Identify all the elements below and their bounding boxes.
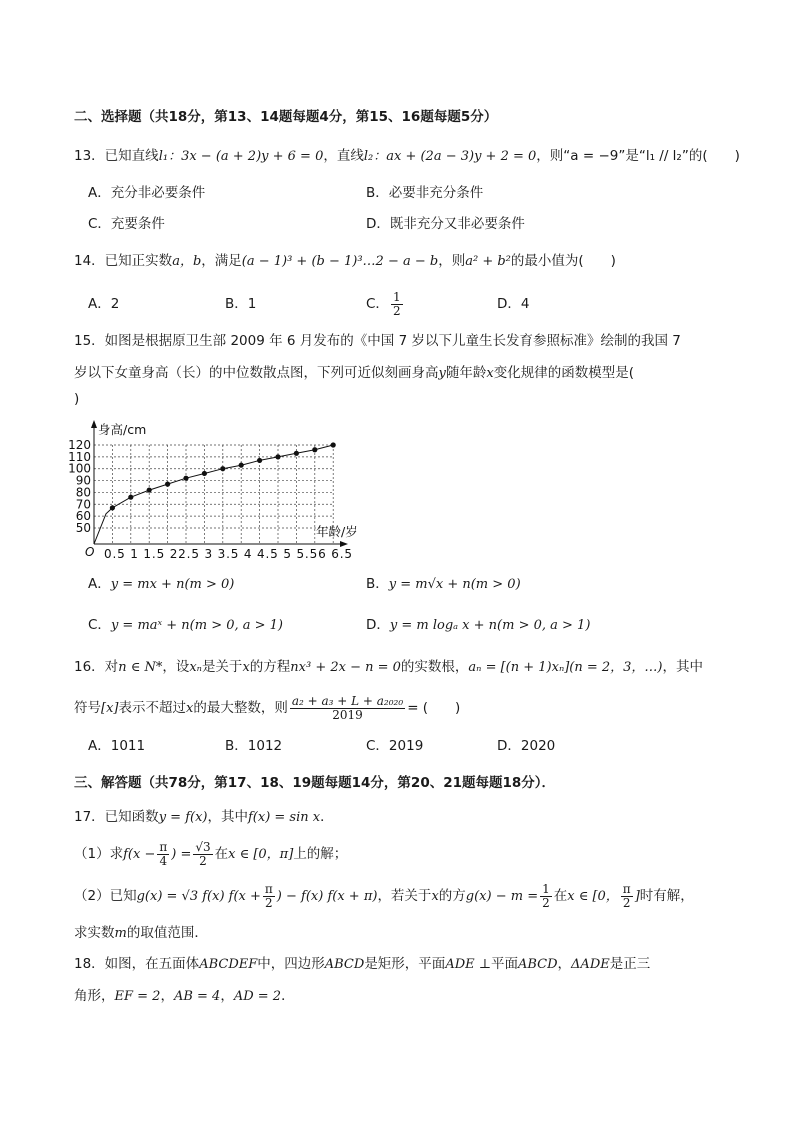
q13-stem-a: 13．已知直线 xyxy=(74,148,159,164)
q17-p2-pi2: π xyxy=(622,881,631,896)
q15-option-a xyxy=(88,575,234,594)
q13-option-d: D．既非充分又非必要条件 xyxy=(366,216,525,232)
q16-l1-e: 的实数根， xyxy=(400,659,469,675)
q16-l2-d: = ( ) xyxy=(407,700,461,716)
data-point xyxy=(239,463,244,468)
q18-ad: AD = 2 xyxy=(233,989,282,1004)
data-point xyxy=(165,482,170,487)
q13-mid: ，直线 xyxy=(323,148,364,164)
q15-line2 xyxy=(74,364,634,383)
q14-stem xyxy=(74,252,616,271)
y-tick-label: 50 xyxy=(75,521,91,535)
q17-p1-sqrt3-over-2 xyxy=(193,841,212,868)
q17-part1 xyxy=(74,836,347,873)
chart-grid xyxy=(94,445,333,544)
q16-bracket: [x] xyxy=(101,701,119,716)
q16-l1-c: 是关于 xyxy=(201,659,243,675)
data-point xyxy=(202,471,207,476)
q16-option-a: A．1011 xyxy=(88,738,146,754)
q16-xn: xₙ xyxy=(189,660,202,675)
q17-p2-2: 2 xyxy=(265,895,273,910)
q18-ef: EF = 2 xyxy=(114,989,161,1004)
q15-line2-b: 随年龄 xyxy=(445,365,487,381)
q16-l2-b: 表示不超过 xyxy=(118,700,186,716)
q15-line1: 15．如图是根据原卫生部 2009 年 6 月发布的《中国 7 岁以下儿童生长发育参照标准》绘制的我国 7 xyxy=(74,333,681,349)
q17-stem-c: ． xyxy=(320,809,334,825)
q17-stem-b: ，其中 xyxy=(207,809,248,825)
q17-stem xyxy=(74,808,334,827)
q18-abcd: ABCD xyxy=(324,957,365,972)
q14-frac-den: 2 xyxy=(392,303,401,318)
q14-stem-c: ，则 xyxy=(438,253,466,269)
q17-p2-pi: π xyxy=(264,881,273,896)
q16-frac-num: a₂ + a₃ + L + a₂₀₂₀ xyxy=(291,693,404,708)
q18-l1-a: 18．如图，在五面体 xyxy=(74,956,200,972)
q18-l2-a: 角形， xyxy=(74,988,115,1004)
q17-p2-g: g(x) = √3 f(x) f(x + xyxy=(136,889,261,904)
q15-line2-c: 变化规律的函数模型是( xyxy=(493,365,634,381)
q14-expression: a² + b² xyxy=(465,254,511,269)
q15-option-d-label: D． xyxy=(366,617,390,633)
y-tick-label: 80 xyxy=(75,485,91,500)
q15-option-d-math: y = m logₐ x + n(m > 0, a > 1) xyxy=(389,618,591,633)
q18-line1 xyxy=(74,955,650,974)
q17-p2-c: 的方 xyxy=(438,888,466,904)
data-point xyxy=(312,447,317,452)
q15-option-c-math: y = maˣ + n(m > 0, a > 1) xyxy=(110,618,284,633)
q16-l1-a: 16．对 xyxy=(74,659,119,675)
q13-l1: l₁ xyxy=(158,149,169,164)
q17-p2-half-den: 2 xyxy=(542,895,550,910)
q16-option-b: B．1012 xyxy=(225,738,283,754)
q17-part2-line2 xyxy=(74,924,208,943)
q16-l1-d: 的方程 xyxy=(249,659,291,675)
q17-p2-b: ，若关于 xyxy=(377,888,432,904)
q17-p1-pi-over-4 xyxy=(157,841,169,868)
q16-option-d: D．2020 xyxy=(497,738,556,754)
q16-l2-c: 的最大整数，则 xyxy=(193,700,288,716)
q17-p2-line2-a: 求实数 xyxy=(74,925,115,941)
q14-option-c-label: C． xyxy=(366,296,389,312)
q13-eq2: ：ax + (2a − 3)y + 2 = 0 xyxy=(373,149,537,164)
q14-stem-d: 的最小值为( ) xyxy=(510,253,616,269)
data-point xyxy=(220,466,225,471)
q15-option-a-label: A． xyxy=(88,576,111,592)
q13-option-b: B．必要非充分条件 xyxy=(366,185,484,201)
q16-x2: x xyxy=(185,701,194,716)
q17-p1-2: 2 xyxy=(199,853,207,868)
q18-abcd2: ABCD xyxy=(517,957,558,972)
q18-triangle: ΔADE xyxy=(571,957,610,972)
q14-option-d: D．4 xyxy=(497,296,530,312)
x-axis-title: 年龄/岁 xyxy=(316,524,358,539)
q18-l2-b: ， xyxy=(160,988,174,1004)
origin-segment xyxy=(94,508,112,544)
q18-poly: ABCDEF xyxy=(199,957,258,972)
data-point xyxy=(147,487,152,492)
q14-vars: a，b xyxy=(172,254,202,269)
data-point xyxy=(128,495,133,500)
q14-stem-b: ，满足 xyxy=(201,253,242,269)
q13-option-a: A．充分非必要条件 xyxy=(88,185,206,201)
q14-frac-num: 1 xyxy=(392,289,401,304)
y-axis-arrow xyxy=(91,420,97,428)
height-age-scatter-chart xyxy=(62,418,382,560)
q17-part2 xyxy=(74,878,694,915)
q17-fdef: f(x) = sin x xyxy=(247,810,321,825)
q18-l1-f: 是正三 xyxy=(609,956,651,972)
q17-p2-e: 时有解， xyxy=(639,888,694,904)
q13-eq1: ：3x − (a + 2)y + 6 = 0 xyxy=(168,149,324,164)
q17-p1-domain: x ∈ [0，π] xyxy=(228,847,294,862)
q15-option-d xyxy=(366,616,590,635)
q15-option-b-math: y = m√x + n(m > 0) xyxy=(388,577,521,592)
q17-p2-g2: ) − f(x) f(x + π) xyxy=(276,889,378,904)
q17-p1-b: 在 xyxy=(214,846,229,862)
q15-option-c xyxy=(88,616,283,635)
q17-p1-a: （1）求 xyxy=(74,846,124,862)
q17-p2-domain: x ∈ [0， xyxy=(567,889,619,904)
data-point xyxy=(275,454,280,459)
q18-ab: AB = 4 xyxy=(173,989,221,1004)
y-tick-label: 110 xyxy=(68,449,91,464)
q14-condition: (a − 1)³ + (b − 1)³…2 − a − b xyxy=(241,254,439,269)
origin-label: O xyxy=(85,545,95,559)
q18-line2 xyxy=(74,987,295,1006)
y-axis-title: 身高/cm xyxy=(98,422,147,437)
q17-p2-line2-b: 的取值范围． xyxy=(126,925,208,941)
q13-tail: ，则“a = −9”是“l₁ // l₂”的( ) xyxy=(536,148,740,164)
section3-heading: 三、解答题（共78分，第17、18、19题每题14分，第20、21题每题18分）． xyxy=(74,775,556,791)
q16-an: aₙ = [(n + 1)xₙ](n = 2，3，…) xyxy=(468,660,663,675)
q17-p2-m: m xyxy=(114,926,127,941)
q18-l1-c: 是矩形，平面 xyxy=(364,956,446,972)
chart-trend-line xyxy=(94,445,333,544)
q15-option-a-math: y = mx + n(m > 0) xyxy=(110,577,235,592)
q16-line2 xyxy=(74,690,460,727)
y-tick-label: 100 xyxy=(68,461,91,476)
y-tick-label: 70 xyxy=(75,497,91,512)
q15-option-b-label: B． xyxy=(366,576,389,592)
y-tick-label: 90 xyxy=(75,473,91,488)
q17-p2-domain-close: ] xyxy=(634,889,640,904)
q17-p1-close: ) = xyxy=(171,847,192,862)
q13-option-c: C．充要条件 xyxy=(88,216,165,232)
q17-fy: y = f(x) xyxy=(158,810,208,825)
q17-p1-c: 上的解； xyxy=(293,846,348,862)
q14-stem-a: 14．已知正实数 xyxy=(74,253,173,269)
q14-option-c xyxy=(366,288,405,320)
q16-frac-den: 2019 xyxy=(332,707,363,722)
q17-p2-half-num: 1 xyxy=(542,881,550,896)
chart-labels xyxy=(68,422,358,560)
q16-line1 xyxy=(74,658,703,677)
q16-l1-f: ，其中 xyxy=(662,659,704,675)
q17-p2-x: x xyxy=(431,889,439,904)
q14-option-b: B．1 xyxy=(225,296,257,312)
q17-p2-a: （2）已知 xyxy=(74,888,137,904)
q16-l2-a: 符号 xyxy=(74,700,101,716)
q18-l1-d: 平面 xyxy=(490,956,518,972)
data-point xyxy=(110,505,115,510)
data-point xyxy=(257,458,262,463)
q17-p2-half xyxy=(540,883,552,910)
q17-p2-eq: g(x) − m = xyxy=(465,889,539,904)
q15-option-b xyxy=(366,575,521,594)
q16-fraction xyxy=(290,695,405,722)
q16-n: n ∈ N* xyxy=(118,660,163,675)
q17-p1-f: f(x − xyxy=(123,847,156,862)
q15-line3: ) xyxy=(74,391,80,407)
q16-x: x xyxy=(242,660,250,675)
y-tick-label: 60 xyxy=(75,509,91,524)
q13-l2: l₂ xyxy=(363,149,374,164)
q17-p2-d: 在 xyxy=(553,888,568,904)
y-tick-label: 120 xyxy=(68,438,91,452)
q18-ade: ADE ⊥ xyxy=(445,957,491,972)
q14-option-c-fraction xyxy=(391,291,403,318)
q13-stem xyxy=(74,147,740,166)
q15-option-c-label: C． xyxy=(88,617,111,633)
q17-p1-4: 4 xyxy=(159,853,168,868)
q17-p2-pi-over-2b xyxy=(621,883,633,910)
q17-p1-sqrt3: √3 xyxy=(195,839,211,854)
q17-p2-pi-over-2 xyxy=(263,883,275,910)
data-point xyxy=(183,476,188,481)
q18-l1-e: ， xyxy=(557,956,572,972)
q17-p1-pi: π xyxy=(159,839,168,854)
q15-line2-a: 岁以下女童身高（长）的中位数散点图，下列可近似刻画身高 xyxy=(74,365,439,381)
q18-l1-b: 中，四边形 xyxy=(257,956,325,972)
q14-option-a: A．2 xyxy=(88,296,120,312)
q15-x: x xyxy=(486,366,494,381)
q16-equation: nx³ + 2x − n = 0 xyxy=(290,660,401,675)
q18-l2-d: ． xyxy=(281,988,295,1004)
data-point xyxy=(331,442,336,447)
q16-l1-b: ，设 xyxy=(162,659,190,675)
q16-option-c: C．2019 xyxy=(366,738,424,754)
section2-heading: 二、选择题（共18分，第13、14题每题4分，第15、16题每题5分） xyxy=(74,109,498,125)
q17-stem-a: 17．已知函数 xyxy=(74,809,159,825)
data-point xyxy=(294,451,299,456)
q18-l2-c: ， xyxy=(220,988,234,1004)
q15-y: y xyxy=(438,366,446,381)
x-tick-labels: 0.5 1 1.5 22.5 3 3.5 4 4.5 5 5.56 6.5 xyxy=(104,547,352,560)
q17-p2-2b: 2 xyxy=(622,895,631,910)
